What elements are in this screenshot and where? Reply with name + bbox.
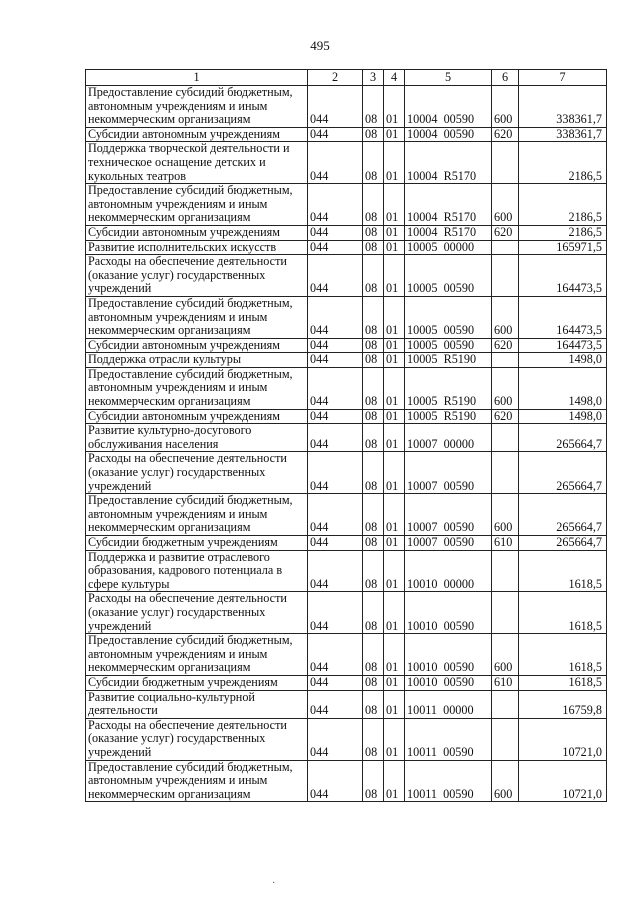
row-target-article-cell: 10005 00590	[405, 296, 492, 338]
row-grbs-cell: 044	[308, 184, 363, 226]
row-section-cell: 08	[363, 240, 384, 255]
row-grbs-cell: 044	[308, 296, 363, 338]
row-amount-cell: 10721,0	[519, 760, 607, 802]
table-row	[86, 255, 607, 297]
row-target-article-cell: 10005 00000	[405, 240, 492, 255]
row-expense-type-cell: 600	[492, 634, 519, 676]
row-target-article-cell: 10004 R5170	[405, 225, 492, 240]
row-grbs-cell: 044	[308, 142, 363, 184]
row-target-article-cell: 10007 00590	[405, 536, 492, 551]
row-name-cell: Предоставление субсидий бюджетным, автономным учреждениям и иным некоммерческим организациям	[86, 367, 308, 409]
row-subsection-cell: 01	[384, 367, 405, 409]
row-name-cell: Расходы на обеспечение деятельности (оказание услуг) государственных учреждений	[86, 255, 308, 297]
table-row	[86, 296, 607, 338]
budget-table	[85, 69, 607, 802]
row-expense-type-cell: 600	[492, 760, 519, 802]
row-section-cell: 08	[363, 452, 384, 494]
row-section-cell: 08	[363, 255, 384, 297]
row-name-cell: Субсидии автономным учреждениям	[86, 409, 308, 424]
column-header: 3	[363, 70, 384, 86]
row-section-cell: 08	[363, 494, 384, 536]
row-target-article-cell: 10010 00590	[405, 675, 492, 690]
row-amount-cell: 2186,5	[519, 184, 607, 226]
column-header: 7	[519, 70, 607, 86]
row-expense-type-cell	[492, 353, 519, 368]
row-grbs-cell: 044	[308, 255, 363, 297]
table-row	[86, 353, 607, 368]
row-section-cell: 08	[363, 367, 384, 409]
row-target-article-cell: 10010 00590	[405, 592, 492, 634]
row-grbs-cell: 044	[308, 127, 363, 142]
row-grbs-cell: 044	[308, 592, 363, 634]
row-amount-cell: 1618,5	[519, 592, 607, 634]
row-amount-cell: 1618,5	[519, 634, 607, 676]
row-section-cell: 08	[363, 675, 384, 690]
row-name-cell: Субсидии бюджетным учреждениям	[86, 675, 308, 690]
column-header: 4	[384, 70, 405, 86]
table-row	[86, 225, 607, 240]
row-expense-type-cell	[492, 690, 519, 718]
table-row	[86, 760, 607, 802]
row-amount-cell: 16759,8	[519, 690, 607, 718]
row-amount-cell: 338361,7	[519, 86, 607, 128]
row-grbs-cell: 044	[308, 536, 363, 551]
row-target-article-cell: 10007 00590	[405, 452, 492, 494]
row-name-cell: Предоставление субсидий бюджетным, автономным учреждениям и иным некоммерческим организациям	[86, 296, 308, 338]
table-row	[86, 592, 607, 634]
row-name-cell: Предоставление субсидий бюджетным, автономным учреждениям и иным некоммерческим организациям	[86, 634, 308, 676]
row-amount-cell: 1618,5	[519, 675, 607, 690]
row-grbs-cell: 044	[308, 409, 363, 424]
row-expense-type-cell	[492, 142, 519, 184]
row-section-cell: 08	[363, 142, 384, 184]
table-row	[86, 86, 607, 128]
table-row	[86, 536, 607, 551]
column-header: 2	[308, 70, 363, 86]
row-subsection-cell: 01	[384, 718, 405, 760]
row-grbs-cell: 044	[308, 760, 363, 802]
row-target-article-cell: 10005 R5190	[405, 367, 492, 409]
row-section-cell: 08	[363, 225, 384, 240]
row-name-cell: Развитие культурно-досугового обслуживания населения	[86, 424, 308, 452]
row-amount-cell: 265664,7	[519, 424, 607, 452]
row-grbs-cell: 044	[308, 718, 363, 760]
row-target-article-cell: 10007 00590	[405, 494, 492, 536]
row-grbs-cell: 044	[308, 424, 363, 452]
row-expense-type-cell	[492, 550, 519, 592]
row-name-cell: Предоставление субсидий бюджетным, автономным учреждениям и иным некоммерческим организациям	[86, 760, 308, 802]
row-expense-type-cell	[492, 240, 519, 255]
table-row	[86, 409, 607, 424]
table-row	[86, 494, 607, 536]
row-subsection-cell: 01	[384, 675, 405, 690]
row-target-article-cell: 10005 00590	[405, 338, 492, 353]
row-subsection-cell: 01	[384, 338, 405, 353]
row-target-article-cell: 10004 R5170	[405, 142, 492, 184]
table-row	[86, 142, 607, 184]
row-subsection-cell: 01	[384, 760, 405, 802]
column-header: 6	[492, 70, 519, 86]
row-grbs-cell: 044	[308, 86, 363, 128]
row-target-article-cell: 10011 00590	[405, 718, 492, 760]
row-grbs-cell: 044	[308, 452, 363, 494]
row-section-cell: 08	[363, 338, 384, 353]
row-grbs-cell: 044	[308, 550, 363, 592]
row-target-article-cell: 10005 R5190	[405, 353, 492, 368]
row-name-cell: Субсидии автономным учреждениям	[86, 338, 308, 353]
row-expense-type-cell: 600	[492, 86, 519, 128]
row-expense-type-cell: 620	[492, 338, 519, 353]
row-subsection-cell: 01	[384, 86, 405, 128]
row-subsection-cell: 01	[384, 127, 405, 142]
row-name-cell: Предоставление субсидий бюджетным, автономным учреждениям и иным некоммерческим организациям	[86, 86, 308, 128]
row-expense-type-cell: 610	[492, 675, 519, 690]
row-subsection-cell: 01	[384, 184, 405, 226]
row-grbs-cell: 044	[308, 353, 363, 368]
row-target-article-cell: 10010 00000	[405, 550, 492, 592]
row-expense-type-cell: 600	[492, 184, 519, 226]
row-subsection-cell: 01	[384, 142, 405, 184]
row-amount-cell: 265664,7	[519, 494, 607, 536]
row-subsection-cell: 01	[384, 353, 405, 368]
row-amount-cell: 164473,5	[519, 255, 607, 297]
row-target-article-cell: 10010 00590	[405, 634, 492, 676]
row-subsection-cell: 01	[384, 296, 405, 338]
row-section-cell: 08	[363, 127, 384, 142]
row-subsection-cell: 01	[384, 225, 405, 240]
row-subsection-cell: 01	[384, 240, 405, 255]
row-section-cell: 08	[363, 409, 384, 424]
row-name-cell: Предоставление субсидий бюджетным, автономным учреждениям и иным некоммерческим организациям	[86, 494, 308, 536]
row-section-cell: 08	[363, 353, 384, 368]
row-grbs-cell: 044	[308, 367, 363, 409]
row-expense-type-cell	[492, 592, 519, 634]
row-subsection-cell: 01	[384, 255, 405, 297]
row-subsection-cell: 01	[384, 634, 405, 676]
table-row	[86, 718, 607, 760]
row-section-cell: 08	[363, 550, 384, 592]
column-header: 1	[86, 70, 308, 86]
row-expense-type-cell	[492, 452, 519, 494]
row-subsection-cell: 01	[384, 690, 405, 718]
header-row	[86, 70, 607, 86]
row-grbs-cell: 044	[308, 240, 363, 255]
scan-mark: ·	[272, 878, 276, 889]
row-subsection-cell: 01	[384, 424, 405, 452]
table-row	[86, 452, 607, 494]
row-subsection-cell: 01	[384, 452, 405, 494]
row-section-cell: 08	[363, 296, 384, 338]
table-row	[86, 338, 607, 353]
table-row	[86, 675, 607, 690]
row-name-cell: Расходы на обеспечение деятельности (оказание услуг) государственных учреждений	[86, 718, 308, 760]
row-section-cell: 08	[363, 536, 384, 551]
column-header: 5	[405, 70, 492, 86]
row-name-cell: Предоставление субсидий бюджетным, автономным учреждениям и иным некоммерческим организациям	[86, 184, 308, 226]
row-grbs-cell: 044	[308, 690, 363, 718]
row-grbs-cell: 044	[308, 225, 363, 240]
row-amount-cell: 165971,5	[519, 240, 607, 255]
table-row	[86, 184, 607, 226]
row-name-cell: Поддержка и развитие отраслевого образования, кадрового потенциала в сфере культуры	[86, 550, 308, 592]
table-row	[86, 634, 607, 676]
row-amount-cell: 164473,5	[519, 338, 607, 353]
row-name-cell: Субсидии автономным учреждениям	[86, 127, 308, 142]
row-section-cell: 08	[363, 424, 384, 452]
row-grbs-cell: 044	[308, 675, 363, 690]
row-name-cell: Субсидии автономным учреждениям	[86, 225, 308, 240]
row-subsection-cell: 01	[384, 536, 405, 551]
row-name-cell: Расходы на обеспечение деятельности (оказание услуг) государственных учреждений	[86, 592, 308, 634]
row-name-cell: Поддержка отрасли культуры	[86, 353, 308, 368]
row-target-article-cell: 10004 00590	[405, 86, 492, 128]
row-amount-cell: 1618,5	[519, 550, 607, 592]
page-number: 495	[310, 38, 330, 53]
row-name-cell: Субсидии бюджетным учреждениям	[86, 536, 308, 551]
row-target-article-cell: 10011 00000	[405, 690, 492, 718]
row-expense-type-cell: 600	[492, 367, 519, 409]
row-amount-cell: 2186,5	[519, 225, 607, 240]
row-section-cell: 08	[363, 592, 384, 634]
row-expense-type-cell	[492, 255, 519, 297]
row-amount-cell: 1498,0	[519, 353, 607, 368]
row-amount-cell: 1498,0	[519, 367, 607, 409]
table-row	[86, 127, 607, 142]
row-amount-cell: 2186,5	[519, 142, 607, 184]
row-amount-cell: 265664,7	[519, 536, 607, 551]
row-subsection-cell: 01	[384, 550, 405, 592]
row-expense-type-cell: 610	[492, 536, 519, 551]
row-section-cell: 08	[363, 86, 384, 128]
row-target-article-cell: 10005 00590	[405, 255, 492, 297]
row-section-cell: 08	[363, 184, 384, 226]
row-expense-type-cell: 600	[492, 494, 519, 536]
row-section-cell: 08	[363, 718, 384, 760]
row-grbs-cell: 044	[308, 494, 363, 536]
row-grbs-cell: 044	[308, 634, 363, 676]
row-amount-cell: 164473,5	[519, 296, 607, 338]
row-expense-type-cell: 600	[492, 296, 519, 338]
row-expense-type-cell: 620	[492, 127, 519, 142]
table-row	[86, 550, 607, 592]
row-section-cell: 08	[363, 690, 384, 718]
row-grbs-cell: 044	[308, 338, 363, 353]
row-expense-type-cell: 620	[492, 409, 519, 424]
row-section-cell: 08	[363, 760, 384, 802]
row-target-article-cell: 10007 00000	[405, 424, 492, 452]
table-row	[86, 240, 607, 255]
table-row	[86, 367, 607, 409]
row-amount-cell: 1498,0	[519, 409, 607, 424]
table-row	[86, 424, 607, 452]
row-target-article-cell: 10004 00590	[405, 127, 492, 142]
row-amount-cell: 10721,0	[519, 718, 607, 760]
row-subsection-cell: 01	[384, 592, 405, 634]
row-expense-type-cell	[492, 718, 519, 760]
row-section-cell: 08	[363, 634, 384, 676]
row-name-cell: Развитие исполнительских искусств	[86, 240, 308, 255]
row-expense-type-cell: 620	[492, 225, 519, 240]
row-name-cell: Расходы на обеспечение деятельности (оказание услуг) государственных учреждений	[86, 452, 308, 494]
row-subsection-cell: 01	[384, 409, 405, 424]
row-expense-type-cell	[492, 424, 519, 452]
row-subsection-cell: 01	[384, 494, 405, 536]
row-amount-cell: 265664,7	[519, 452, 607, 494]
row-target-article-cell: 10011 00590	[405, 760, 492, 802]
row-amount-cell: 338361,7	[519, 127, 607, 142]
table-row	[86, 690, 607, 718]
row-name-cell: Поддержка творческой деятельности и техническое оснащение детских и кукольных театров	[86, 142, 308, 184]
row-target-article-cell: 10004 R5170	[405, 184, 492, 226]
row-name-cell: Развитие социально-культурной деятельности	[86, 690, 308, 718]
row-target-article-cell: 10005 R5190	[405, 409, 492, 424]
